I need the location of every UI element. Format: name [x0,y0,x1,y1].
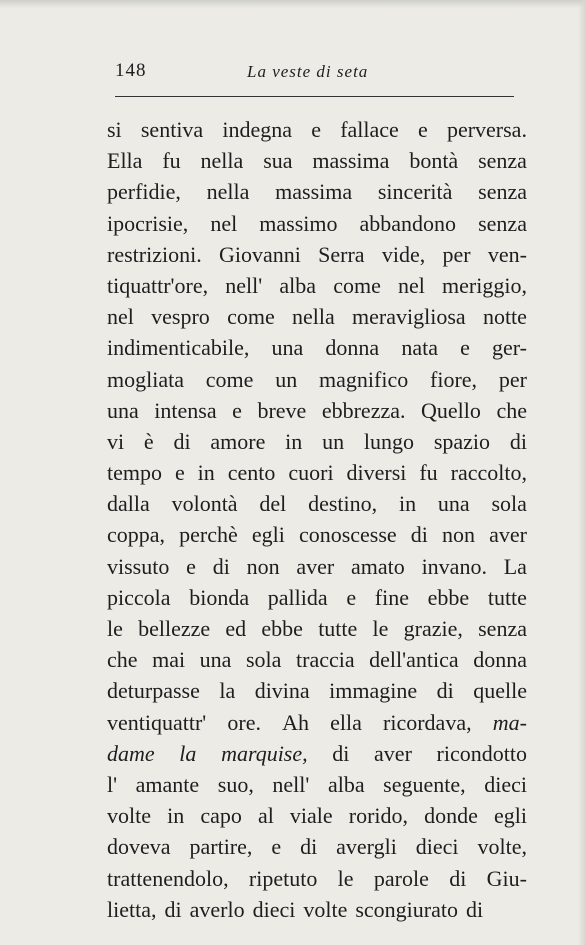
word: massimo [259,210,338,236]
word: amato [351,553,405,579]
word: ventiquattr' [107,709,207,735]
word: di [212,553,230,579]
word: Ah [282,709,310,735]
text-line [107,551,527,582]
word: deturpasse [107,678,200,704]
word: bontà [409,148,459,174]
word: fu [419,460,438,486]
word: tutte [318,616,358,641]
word: ed [225,616,247,641]
word: ore. [227,709,261,735]
word: alba [279,272,317,298]
word: di [164,896,182,922]
page-right-shadow [578,0,586,945]
word: La [503,553,527,579]
text-line [107,239,527,270]
word: vissuto [107,553,170,579]
word: fu [162,148,181,174]
word: e [174,460,185,486]
word: tiquattr'ore, [107,272,209,298]
word: che [107,647,138,673]
word: ebbrezza. [321,397,406,423]
word: non [246,553,280,579]
word: si [107,117,122,142]
word: volontà [171,491,238,517]
text-line [107,488,527,519]
word: destino, [308,491,378,517]
word: scongiurato [355,896,458,922]
word: tempo [107,460,162,486]
word: nella [206,179,250,205]
word: marquise, [221,740,308,766]
word: come [205,366,254,392]
word: conoscesse [298,522,397,548]
word: le [337,865,354,891]
word: sua [263,148,293,174]
running-header [115,60,515,90]
word: pallida [267,584,328,610]
word: intensa [154,397,217,423]
text-line [107,863,527,894]
text-line [107,395,527,426]
text-line [107,831,527,862]
word: come [227,304,275,330]
word: un [322,428,345,454]
word: nata [401,335,438,361]
text-line [107,176,527,207]
word: massima [312,148,390,174]
word: indimenticabile, [107,335,250,361]
word: volte [107,803,151,829]
word: spazio [433,428,491,454]
word: sincerità [377,179,453,205]
word: averlo [189,896,245,922]
word: dalla [107,491,150,517]
word: nel [210,210,238,236]
word: dieci [415,834,459,860]
word: lungo [363,428,415,454]
word: nell' [225,272,263,298]
word: sola [491,491,527,517]
word: e [460,335,470,361]
word: di [300,834,318,860]
word: fiore, [430,366,478,392]
word: meriggio, [442,272,527,298]
text-line [107,301,527,332]
word: del [259,491,287,517]
word: di [449,865,467,891]
word: perversa. [446,117,527,142]
word: diversi [346,460,407,486]
running-title: La veste di seta [247,62,369,81]
word: lietta, [107,896,157,922]
word: nell' [272,771,310,797]
word: la [219,678,236,704]
word: che [496,397,527,423]
word: notte [482,304,527,330]
text-line [107,738,527,769]
text-line [107,145,527,176]
word: avergli [336,834,397,860]
word: dieci [252,896,296,922]
page-top-shadow [0,0,586,8]
word: l' [107,771,118,797]
word: ricordava, [383,709,472,735]
word: traccia [296,647,355,673]
word: trattenendolo, [107,865,229,891]
word: mai [152,647,186,673]
word: amante [135,771,200,797]
word: egli [494,803,527,829]
text-line [107,457,527,488]
word: senza [478,179,527,205]
word: aver [374,740,412,766]
word: vide, [381,241,426,267]
word: doveva [107,834,171,860]
word: ebbe [427,584,470,610]
word: magnifico [319,366,409,392]
word: di [436,678,454,704]
word: e [311,117,321,142]
word: Quello [421,397,481,423]
word: quelle [473,678,527,704]
word: egli [251,522,285,548]
word: aver [489,522,527,548]
word: ripetuto [248,865,318,891]
word: bellezze [138,616,211,641]
body-text [107,114,527,925]
word: e [186,553,196,579]
word: grazie, [403,616,463,641]
word: nel [398,272,425,298]
word: donde [424,803,478,829]
word: un [275,366,298,392]
word: dell'antica [369,647,459,673]
word: aver [296,553,335,579]
word: come [333,272,381,298]
word: in [285,428,303,454]
word: abbandono [359,210,457,236]
word: amore [210,428,266,454]
word: Ella [107,148,143,174]
word: e [346,584,357,610]
word: dieci [484,771,527,797]
word: massima [275,179,353,205]
word: ebbe [261,616,303,641]
word: cuori [288,460,334,486]
word: nella [200,148,244,174]
page-number: 148 [115,60,147,81]
word: in [197,460,215,486]
word: dame [107,740,155,766]
word: bionda [189,584,250,610]
word: sentiva [140,117,204,142]
word: per [442,241,471,267]
word: vi [107,428,125,454]
text-line [107,582,527,613]
word: restrizioni. [107,241,202,267]
word: in [398,491,417,517]
word: fine [374,584,409,610]
word: divina [254,678,310,704]
word: Giovanni [218,241,301,267]
text-line [107,332,527,363]
word: rorido, [348,803,409,829]
word: Serra [318,241,365,267]
word: una [199,647,232,673]
word: è [143,428,154,454]
word: senza [478,148,527,174]
word: parole [373,865,429,891]
text-line [107,364,527,395]
word: una [437,491,470,517]
word: donna [473,647,527,673]
text-line [107,644,527,675]
word: meravigliosa [352,304,466,330]
word: ven- [487,241,527,267]
word: le [107,616,123,641]
word: senza [478,210,527,236]
word: volte [303,896,348,922]
word: perfidie, [107,179,181,205]
word: la [179,740,197,766]
word: al [257,803,274,829]
word: non [442,522,475,548]
word: nel [107,304,134,330]
word: raccolto, [450,460,527,486]
word: di [466,896,484,922]
word: per [498,366,527,392]
word: perchè [179,522,238,548]
word: seguente, [383,771,466,797]
word: suo, [217,771,254,797]
word: partire, [189,834,253,860]
word: sola [245,647,282,673]
word: e [417,117,428,142]
word: nella [292,304,335,330]
word: e [271,834,282,860]
text-line [107,114,527,145]
word: invano. [421,553,487,579]
text-line [107,769,527,800]
word: vespro [151,304,210,330]
header-rule [115,96,514,97]
text-line [107,519,527,550]
word: di [509,428,527,454]
word: di [173,428,191,454]
text-line [107,426,527,457]
word: viale [289,803,333,829]
word: senza [478,616,527,641]
text-line [107,613,527,644]
word: cento [227,460,276,486]
word: alba [327,771,365,797]
word: ipocrisie, [107,210,189,236]
word: indegna [222,117,293,142]
word: breve [257,397,307,423]
word: in [167,803,185,829]
word: piccola [107,584,171,610]
text-line [107,707,527,738]
word: Giu- [486,865,527,891]
word: donna [325,335,380,361]
word: una [107,397,139,423]
word: di [332,740,350,766]
word: una [271,335,304,361]
word: mogliata [107,366,184,392]
word: coppa, [107,522,166,548]
text-line [107,675,527,706]
text-line [107,270,527,301]
word: le [372,616,389,641]
word: di [410,522,428,548]
text-line [107,894,527,925]
text-line [107,800,527,831]
text-line [107,208,527,239]
word: ma- [492,709,527,735]
word: capo [200,803,242,829]
word: volte, [477,834,527,860]
word: e [232,397,242,423]
word: ricondotto [436,740,527,766]
word: ger- [492,335,527,361]
word: tutte [487,584,527,610]
word: fallace [340,117,399,142]
word: immagine [329,678,418,704]
word: ella [330,709,362,735]
